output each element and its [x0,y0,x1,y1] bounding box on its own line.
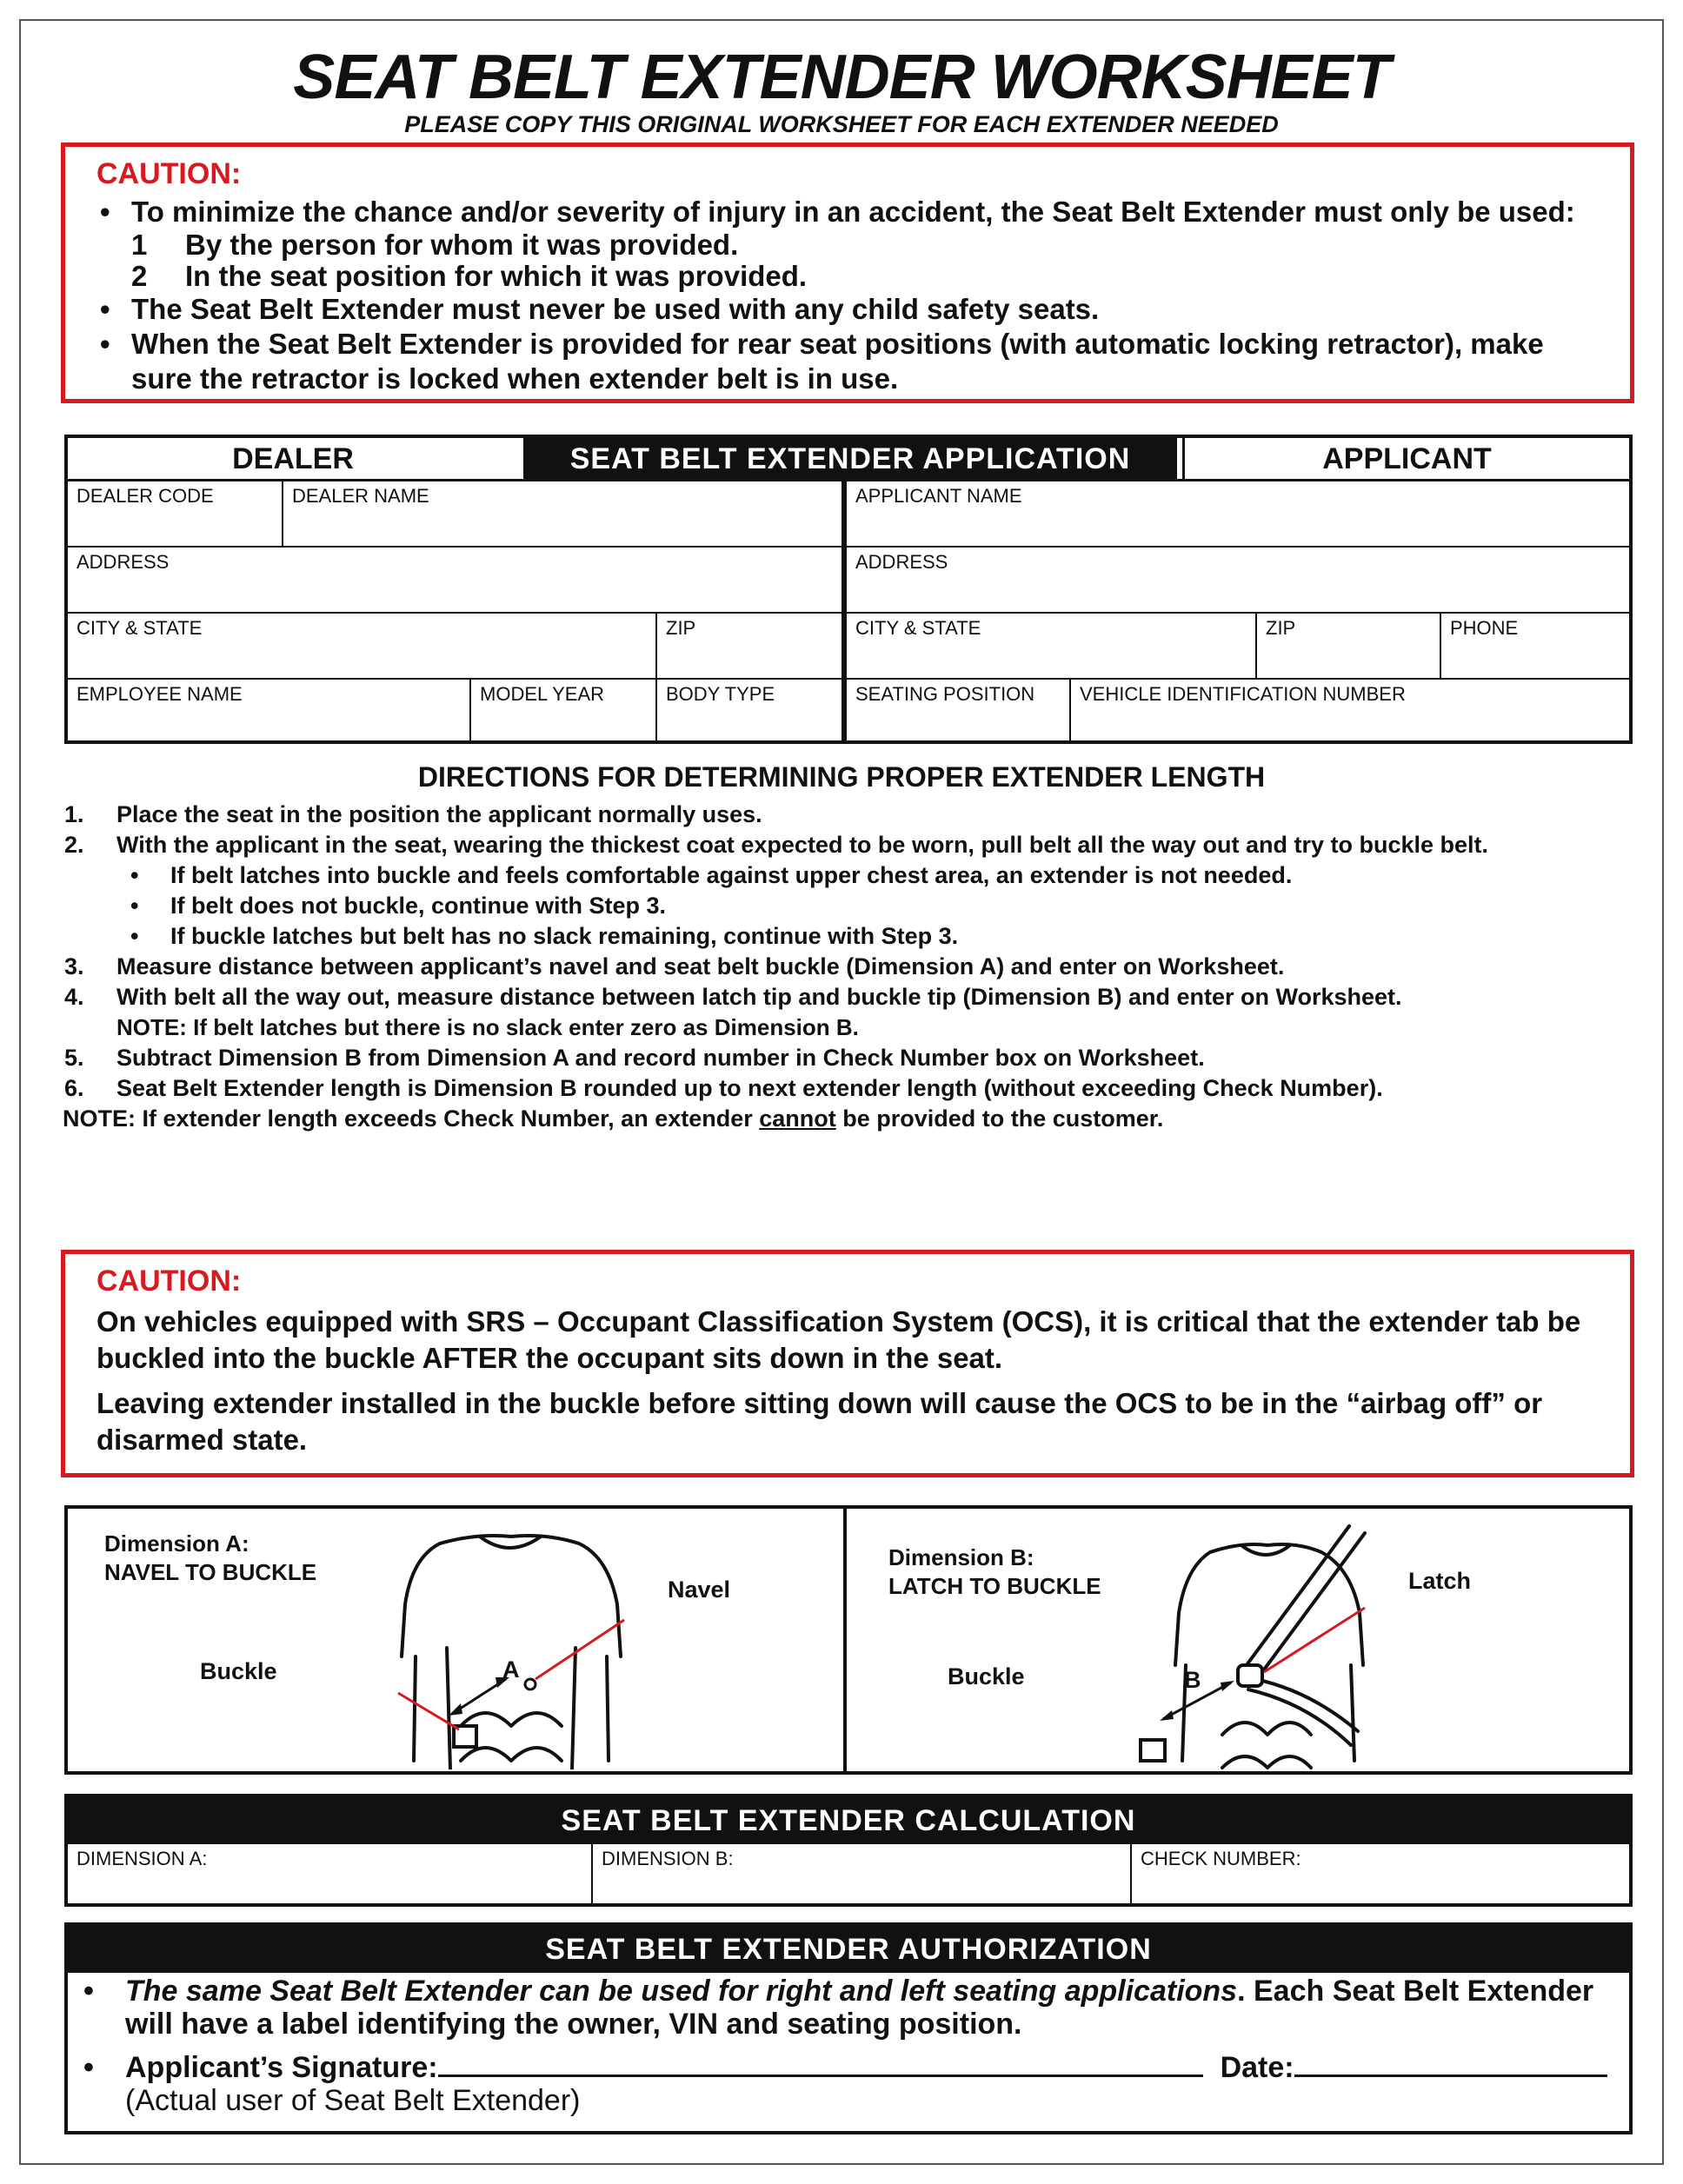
authorization-italic-text: The same Seat Belt Extender can be used for right and left seating applications [125,1975,1238,2008]
step-number: 4. [64,984,84,1010]
caution-paragraph: Leaving extender installed in the buckle before sitting down will cause the OCS to be in the “airbag off” or disarmed state. [96,1387,1543,1456]
torso-navel-illustration [363,1517,659,1769]
check-number-field[interactable]: CHECK NUMBER: [1141,1848,1301,1869]
direction-step [63,982,1627,1012]
directions-list [63,800,1627,1134]
dealer-address-field[interactable]: ADDRESS [68,548,842,614]
step-text: With the applicant in the seat, wearing the thickest coat expected to be worn, pull belt all the way out and try to buckle belt. [116,832,1489,858]
application-table [64,435,1633,744]
direction-step [63,1043,1627,1073]
authorization-title: SEAT BELT EXTENDER AUTHORIZATION [68,1926,1629,1973]
caution-label: CAUTION: [96,1265,242,1298]
dimension-a-panel [68,1509,847,1771]
applicant-zip-field[interactable]: ZIP [1257,614,1441,680]
caution-bullet: • To minimize the chance and/or severity of injury in an accident, the Seat Belt Extender must only be used: [100,196,1575,228]
direction-step [63,952,1627,982]
dealer-city-state-field[interactable]: CITY & STATE [68,614,657,680]
step-text: Measure distance between applicant’s navel and seat belt buckle (Dimension A) and enter on Worksheet. [116,953,1285,979]
step-text: Subtract Dimension B from Dimension A and record number in Check Number box on Worksheet. [116,1045,1205,1071]
signature-line[interactable] [438,2051,1203,2077]
authorization-section [64,1922,1633,2134]
calculation-table [64,1794,1633,1907]
dealer-code-field[interactable]: DEALER CODE [68,481,283,548]
direction-bullet: • If belt does not buckle, continue with Step 3. [130,893,667,919]
step-number: 1. [64,801,84,827]
seating-position-field[interactable]: SEATING POSITION [847,680,1071,744]
caution-sub-text: In the seat position for which it was provided. [185,260,808,292]
dealer-zip-field[interactable]: ZIP [657,614,842,680]
worksheet-title: SEAT BELT EXTENDER WORKSHEET [293,43,1390,112]
application-header [68,438,1629,481]
step-text: With belt all the way out, measure distance between latch tip and buckle tip (Dimension B) and enter on Worksheet. [116,984,1402,1010]
employee-name-field[interactable]: EMPLOYEE NAME [68,680,471,744]
direction-step [63,830,1627,860]
caution-sub-number: 1 [131,229,148,261]
dimension-a-title [104,1530,316,1587]
directions-note [63,1104,1627,1134]
buckle-callout: Buckle [948,1663,1025,1689]
bullet-text: If belt latches into buckle and feels comfortable against upper chest area, an extender is not needed. [170,862,1293,888]
dimension-b-title [888,1543,1101,1601]
caution-bullet-text: To minimize the chance and/or severity of injury in an accident, the Seat Belt Extender must only be used: [131,196,1575,228]
dimension-b-panel [850,1509,1629,1771]
applicant-address-field[interactable]: ADDRESS [847,548,1629,614]
step-number: 2. [64,832,84,858]
dimension-b-sublabel: LATCH TO BUCKLE [888,1573,1101,1599]
model-year-field[interactable]: MODEL YEAR [471,680,657,744]
dimension-a-sublabel: NAVEL TO BUCKLE [104,1559,317,1585]
authorization-body [73,1975,1620,2117]
caution-box-ocs [61,1250,1634,1477]
dimension-diagram [64,1505,1633,1775]
dealer-header: DEALER [232,442,354,475]
signature-label: Applicant’s Signature: [125,2051,438,2084]
dimension-a-label: Dimension A: [104,1530,249,1557]
directions-title: DIRECTIONS FOR DETERMINING PROPER EXTENDER LENGTH [417,761,1266,793]
caution-sub-text: By the person for whom it was provided. [185,229,739,261]
step-note: NOTE: If belt latches but there is no slack enter zero as Dimension B. [116,1014,859,1040]
caution-sub-item [96,261,1599,292]
direction-step [63,800,1627,830]
bullet-text: If buckle latches but belt has no slack remaining, continue with Step 3. [170,923,959,949]
step-number: 5. [64,1045,84,1071]
caution-bullet: • The Seat Belt Extender must never be used with any child safety seats. [100,293,1100,325]
note-text: NOTE: If extender length exceeds Check Number, an extender [63,1105,760,1132]
dimension-b-letter: B [1184,1667,1201,1693]
step-text: Place the seat in the position the applicant normally uses. [116,801,762,827]
caution-sub-number: 2 [131,260,148,292]
dealer-name-field[interactable]: DEALER NAME [283,481,842,548]
caution-sub-item [96,229,1599,261]
signature-row: • Applicant’s Signature: Date: [73,2051,1620,2084]
applicant-name-field[interactable]: APPLICANT NAME [847,481,1629,548]
dimension-a-field[interactable]: DIMENSION A: [68,1844,593,1903]
caution-bullet-text: When the Seat Belt Extender is provided for rear seat positions (with automatic locking retractor), make sure the retractor is locked when extender belt is in use. [131,328,1544,395]
date-label: Date: [1220,2051,1294,2084]
dimension-b-field[interactable]: DIMENSION B: [593,1844,1132,1903]
buckle-callout: Buckle [200,1658,277,1684]
navel-callout: Navel [668,1577,731,1603]
signature-note: (Actual user of Seat Belt Extender) [125,2084,581,2117]
caution-label: CAUTION: [96,157,242,190]
note-emphasis: cannot [759,1105,836,1132]
torso-latch-illustration [1137,1517,1407,1769]
authorization-text: . Each Seat Belt Extender will have a label identifying the owner, VIN and seating position. [125,1975,1594,2041]
latch-callout: Latch [1408,1568,1472,1594]
direction-bullet: • If buckle latches but belt has no slack remaining, continue with Step 3. [130,923,959,949]
caution-box-top [61,143,1634,403]
dimension-b-label: Dimension B: [888,1544,1034,1570]
vin-field[interactable]: VEHICLE IDENTIFICATION NUMBER [1080,683,1406,705]
calculation-title: SEAT BELT EXTENDER CALCULATION [68,1797,1629,1844]
caution-paragraph: On vehicles equipped with SRS – Occupant Classification System (OCS), it is critical that the extender tab be buckled into the buckle AFTER the occupant sits down in the seat. [96,1305,1581,1374]
worksheet-subtitle: PLEASE COPY THIS ORIGINAL WORKSHEET FOR EACH EXTENDER NEEDED [404,111,1279,137]
dimension-a-letter: A [502,1656,520,1683]
applicant-city-state-field[interactable]: CITY & STATE [847,614,1257,680]
phone-field[interactable]: PHONE [1441,614,1629,680]
step-number: 6. [64,1075,84,1101]
direction-step [63,1073,1627,1104]
caution-bullet-text: The Seat Belt Extender must never be used with any child safety seats. [131,293,1100,325]
authorization-bullet: • The same Seat Belt Extender can be used for right and left seating applications. Each Seat Belt Extender will have a label identifying the owner, VIN and seating position. [83,1975,1594,2041]
bullet-text: If belt does not buckle, continue with Step 3. [170,893,667,919]
note-text: be provided to the customer. [835,1105,1164,1132]
step-text: Seat Belt Extender length is Dimension B rounded up to next extender length (without exceeding Check Number). [116,1075,1383,1101]
application-title: SEAT BELT EXTENDER APPLICATION [523,438,1177,479]
step-number: 3. [64,953,84,979]
body-type-field[interactable]: BODY TYPE [666,683,775,705]
direction-bullet: • If belt latches into buckle and feels comfortable against upper chest area, an extender is not needed. [130,862,1293,888]
date-line[interactable] [1294,2051,1607,2077]
applicant-header: APPLICANT [1182,438,1629,479]
caution-bullet: • When the Seat Belt Extender is provided for rear seat positions (with automatic locking retractor), make sure the retractor is locked when extender belt is in use. [100,328,1544,395]
